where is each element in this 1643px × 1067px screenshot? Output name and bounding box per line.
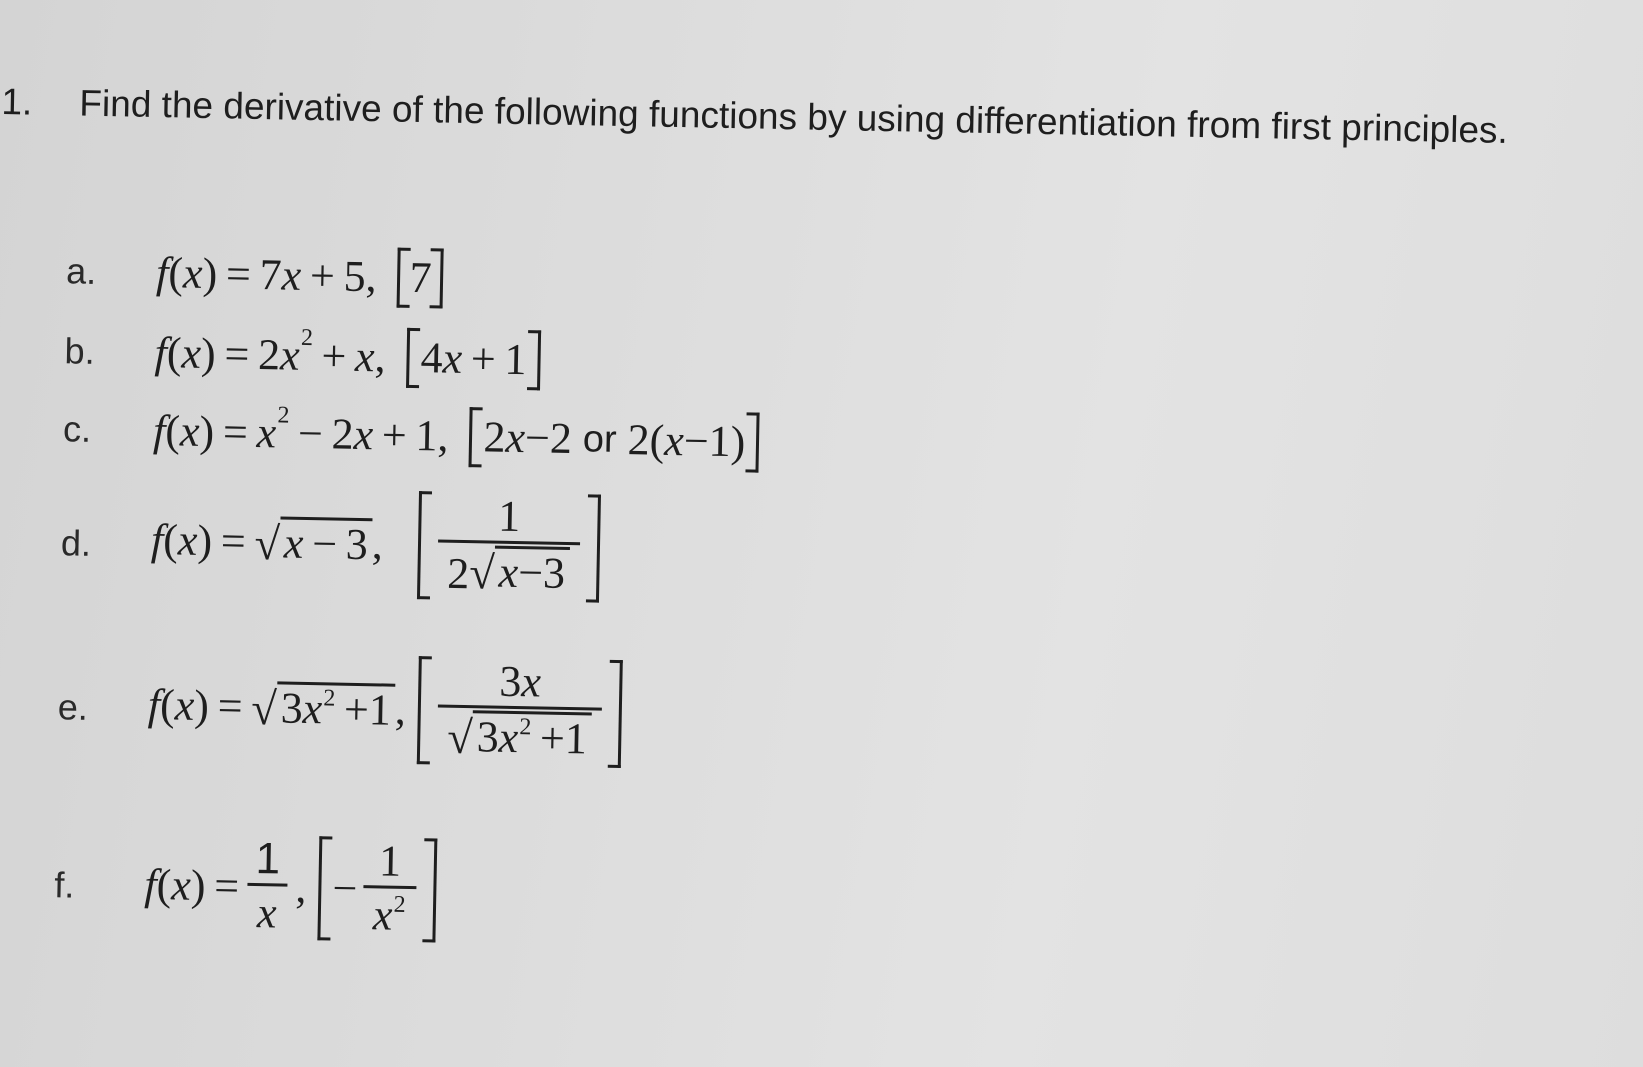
- item-label: f.: [54, 864, 75, 906]
- item-expression: f ( x ) = 2 x 2 + x , 4 x + 1: [154, 323, 541, 390]
- answer-bracket: 2 x −2 or 2( x −1): [469, 407, 760, 473]
- item-expression: f ( x ) = √ x − 3 , 1 2 √ x−3: [150, 475, 601, 614]
- item-label: a.: [65, 250, 97, 292]
- answer-bracket: − $\frac{1}{x^2}$: [318, 836, 437, 942]
- question-number: 1.: [1, 81, 33, 123]
- item-expression: f ( x ) = 7 x + 5, 7: [156, 243, 445, 309]
- item-label: c.: [62, 408, 92, 450]
- answer-bracket: 4 x + 1: [406, 328, 541, 391]
- answer-bracket: 1 2 √ x−3: [417, 491, 601, 603]
- item-expression: f ( x ) = $\frac{1}{x}$ , − $\frac{1}{x^2}$: [143, 815, 437, 961]
- item-expression: f ( x ) = x 2 − 2 x + 1, 2 x −2 or 2( x −1): [153, 401, 760, 473]
- item-label: e.: [57, 686, 89, 728]
- question-text: Find the derivative of the following functions by using differentiation from first principles.: [79, 82, 1509, 151]
- item-e: [0, 632, 1189, 795]
- answer-bracket: 7: [397, 248, 444, 309]
- answer-bracket: 3x √ $3x^2 +1$: [417, 656, 623, 768]
- item-d: [0, 472, 1192, 625]
- item-label: b.: [64, 330, 96, 372]
- item-label: d.: [60, 522, 92, 564]
- item-expression: f ( x ) = √ $3x^2 +1$ , 3x √ $3x^2 +1$: [147, 635, 623, 784]
- question-1: [0, 72, 1600, 941]
- item-f: [0, 812, 1186, 975]
